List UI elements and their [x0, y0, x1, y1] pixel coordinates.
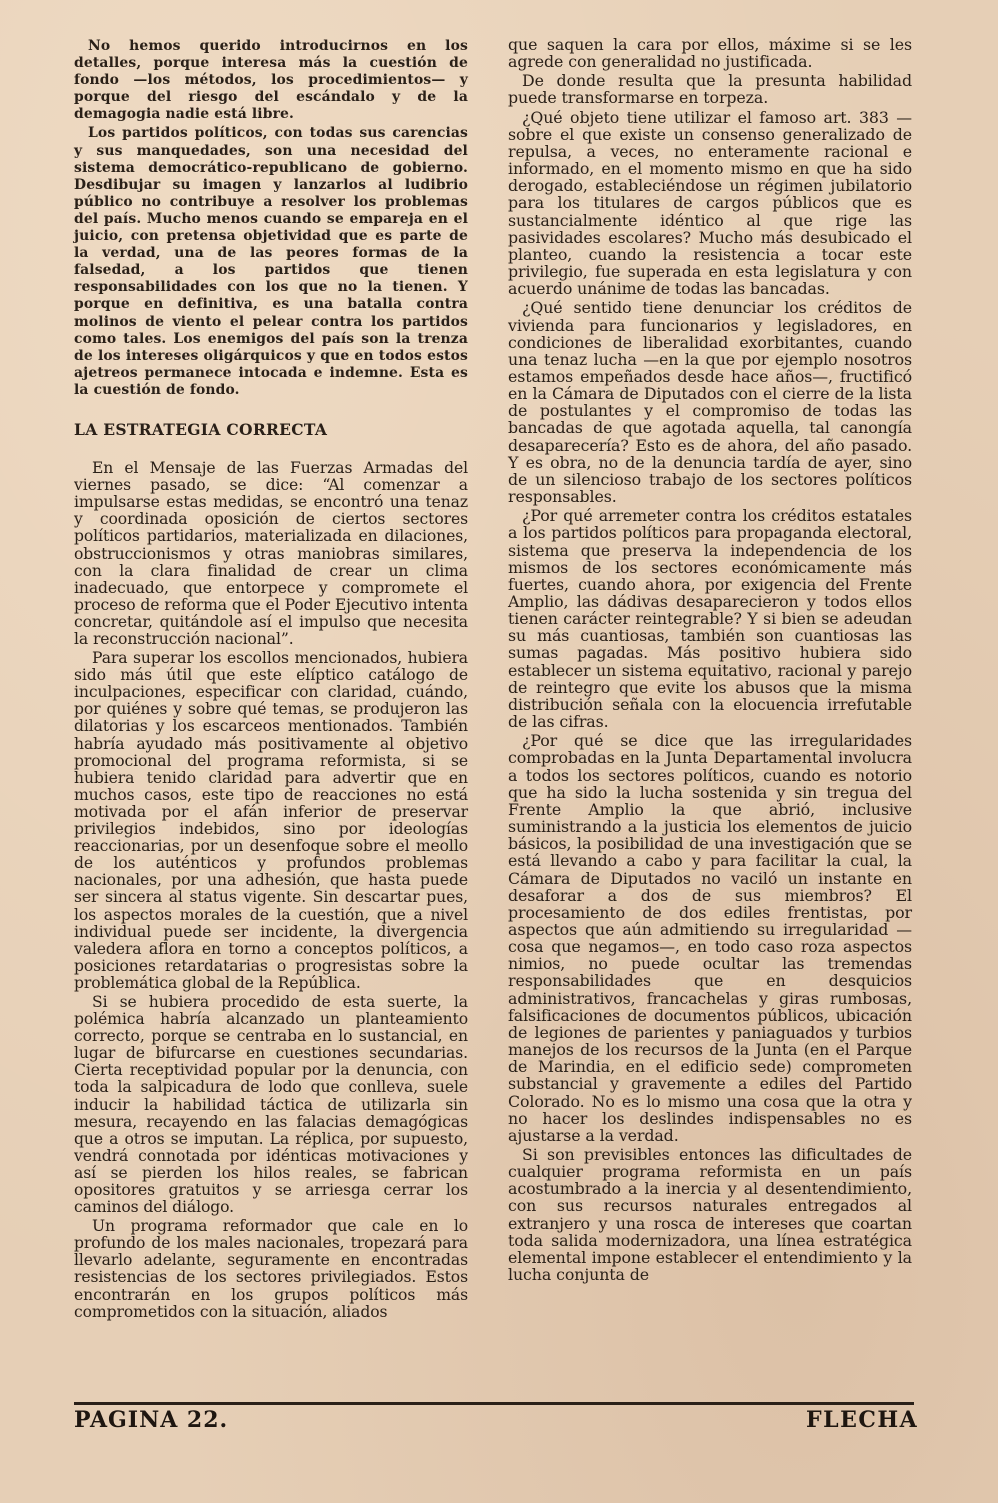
body-paragraph: ¿Por qué se dice que las irregularidades comprobadas en la Junta Departamental involucra a todos los sectores políticos, cuando es notorio que ha sido la lucha sostenida y sin tregua del Frente Amplio la que abrió, inclusive suministrando a la justicia los elementos de juicio básicos, la posibilidad de una investigación que se está llevando a cabo y para facilitar la cual, la Cámara de Diputados no vaciló un instante en desaforar a dos de sus miembros? El procesamiento de dos ediles frentistas, por aspectos que aún admitiendo su irregularidad —cosa que negamos—, en todo caso roza aspectos nimios, no puede ocultar las tremendas responsabilidades que en desquicios administrativos, francachelas y giras rumbosas, falsificaciones de documentos públicos, ubicación de legiones de parientes y paniaguados y turbios manejos de los recursos de la Junta (en el Parque de Marindia, en el edificio sede) comprometen substancial y gravemente a ediles del Partido Colorado. No es lo mismo una cosa que la otra y no hacer los deslindes indispensables no es ajustarse a la verdad.	[508, 731, 912, 1145]
body-paragraph: En el Mensaje de las Fuerzas Armadas del viernes pasado, se dice: “Al comenzar a impulsarse estas medidas, se encontró una tenaz y coordinada oposición de ciertos sectores políticos partidarios, materializada en dilaciones, obstruccionismos y otras maniobras similares, con la clara finalidad de crear un clima inadecuado, que entorpece y compromete el proceso de reforma que el Poder Ejecutivo intenta concretar, quitándole así el impulso que necesita la reconstrucción nacional”.	[74, 459, 468, 648]
page-number: PAGINA 22.	[74, 1407, 229, 1433]
footer-rule	[74, 1402, 914, 1405]
body-paragraph: De donde resulta que la presunta habilidad puede transformarse en torpeza.	[508, 71, 912, 108]
section-heading: LA ESTRATEGIA CORRECTA	[74, 419, 328, 439]
body-paragraph: ¿Qué objeto tiene utilizar el famoso art. 383 —sobre el que existe un consenso generalizado de repulsa, a veces, no enteramente racional e informado, en el momento mismo en que ha sido derogado, estableciéndose un régimen jubilatorio para los titulares de cargos públicos que es sustancialmente idéntico al que rige las pasividades escolares? Mucho más desubicado el planteo, cuando la resistencia a tocar este privilegio, fue superada en esta legislatura y con acuerdo unánime de todas las bancadas.	[508, 107, 912, 299]
body-paragraph: Para superar los escollos mencionados, hubiera sido más útil que este elíptico catálogo de inculpaciones, especificar con claridad, cuándo, por quiénes y sobre qué temas, se produjeron las dilatorias y los escarceos mentionados. También habría ayudado más positivamente al objetivo promocional del programa reformista, si se hubiera tenido claridad para advertir que en muchos casos, este tipo de reacciones no está motivada por el afán inferior de preservar privilegios indebidos, sino por ideologías reaccionarias, por un desenfoque sobre el meollo de los auténticos y profundos problemas nacionales, por una adhesión, que hasta puede ser sincera al status vigente. Sin descartar pues, los aspectos morales de la cuestión, que a nivel individual puede ser incidente, la divergencia valedera aflora en torno a conceptos políticos, a posiciones retardatarias o progresistas sobre la problemática global de la República.	[74, 649, 468, 992]
body-paragraph: Si se hubiera procedido de esta suerte, la polémica habría alcanzado un planteamiento correcto, porque se centraba en lo sustancial, en lugar de bifurcarse en cuestiones secundarias. Cierta receptividad popular por la denuncia, con toda la salpicadura de lodo que conlleva, suele inducir la habilidad táctica de utilizarla sin mesura, recayendo en las falacias demagógicas que a otros se imputan. La réplica, por supuesto, vendrá connotada por idénticas motivaciones y así se pierden los hilos reales, se fabrican opositores gratuitos y se arriesga cerrar los caminos del diálogo.	[74, 992, 468, 1217]
body-paragraph: ¿Por qué arremeter contra los créditos estatales a los partidos políticos para propaganda electoral, sistema que preserva la independencia de los mismos de los sectores económicamente más fuertes, cuando ahora, por exigencia del Frente Amplio, las dádivas desaparecieron y todos ellos tienen carácter reintegrable? Y si bien se adeudan su más cuantiosas, también son cuantiosas las sumas pagadas. Más positivo hubiera sido establecer un sistema equitativo, racional y parejo de reintegro que evite los abusos que la misma distribución señala con la elocuencia irrefutable de las cifras.	[508, 506, 912, 732]
intro-paragraph: Los partidos políticos, con todas sus carencias y sus manquedades, son una necesidad del sistema democrático-republicano de gobierno. Desdibujar su imagen y lanzarlos al ludibrio público no contribuye a resolver los problemas del país. Mucho menos cuando se empareja en el juicio, con pretensa objetividad que es parte de la verdad, una de las peores formas de la falsedad, a los partidos que tienen responsabilidades con los que no la tienen. Y porque en definitiva, es una batalla contra molinos de viento el pelear contra los partidos como tales. Los enemigos del país son la trenza de los intereses oligárquicos y que en todos estos ajetreos permanece intocada e indemne. Esta es la cuestión de fondo.	[74, 125, 468, 398]
magazine-name: FLECHA	[806, 1407, 919, 1433]
body-paragraph: ¿Qué sentido tiene denunciar los créditos de vivienda para funcionarios y legisladores, en condiciones de liberalidad exorbitantes, cuando una tenaz lucha —en la que por ejemplo nosotros estamos empeñados desde hace años—, fructificó en la Cámara de Diputados con el cierre de la lista de postulantes y el compromiso de todas las bancadas de que agotada aquella, tal canongía desaparecería? Esto es de ahora, del año pasado. Y es obra, no de la denuncia tardía de ayer, sino de un silencioso trabajo de los sectores políticos responsables.	[508, 298, 912, 507]
body-paragraph: que saquen la cara por ellos, máxime si se les agrede con generalidad no justificada.	[508, 35, 912, 72]
left-column	[74, 38, 468, 1323]
body-paragraph: Si son previsibles entonces las dificultades de cualquier programa reformista en un país acostumbrado a la inercia y al desentendimiento, con sus recursos naturales entregados al extranjero y una rosca de intereses que coartan toda salida modernizadora, una línea estratégica elemental impone establecer el entendimiento y la lucha conjunta de	[508, 1145, 912, 1285]
body-paragraph: Un programa reformador que cale en lo profundo de los males nacionales, tropezará para llevarlo adelante, seguramente en encontradas resistencias de los sectores privilegiados. Estos encontrarán en los grupos políticos más comprometidos con la situación, aliados	[74, 1217, 468, 1321]
intro-paragraph: No hemos querido introducirnos en los detalles, porque interesa más la cuestión de fondo —los métodos, los procedimientos— y porque del riesgo del escándalo y de la demagogia nadie está libre.	[74, 38, 468, 123]
right-column	[508, 36, 912, 1285]
